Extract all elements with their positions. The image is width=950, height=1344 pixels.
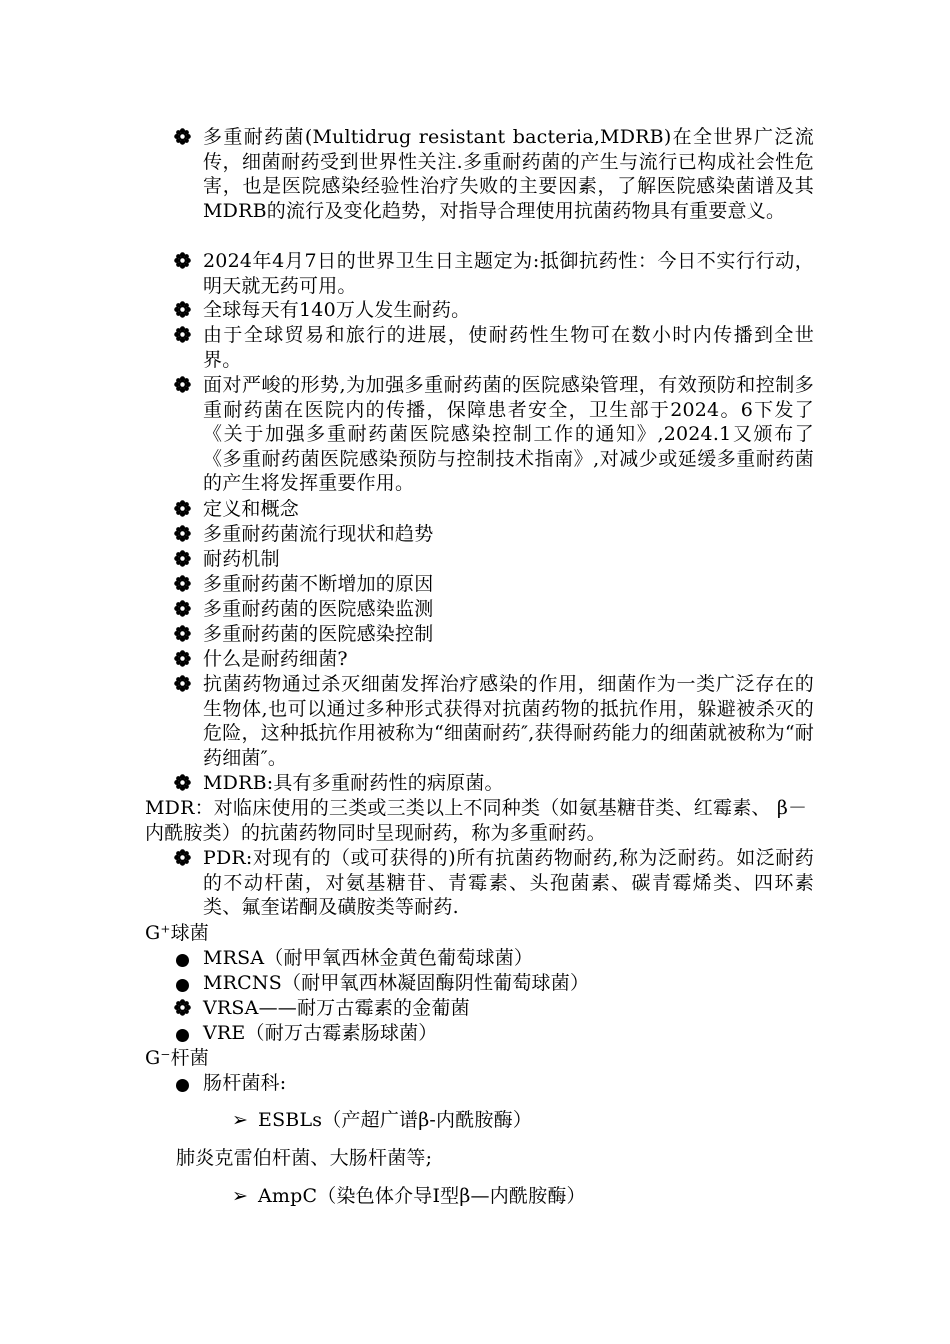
bullet-item: [174, 323, 814, 372]
bullet-item: [174, 1021, 814, 1046]
bullet-text: 多重耐药菌流行现状和趋势: [203, 523, 434, 545]
bullet-text: 抗菌药物通过杀灭细菌发挥治疗感染的作用，细菌作为一类广泛存在的生物体,也可以通过多种形式获得对抗菌药物的抵抗作用，躲避被杀灭的危险，这种抵抗作用被称为“细菌耐药″,获得耐药能力的细菌就被称为“耐药细菌″。: [203, 673, 814, 769]
bullet-text: MDRB:具有多重耐药性的病原菌。: [203, 772, 504, 794]
bullet-item: [174, 1071, 814, 1096]
bullet-item: [174, 672, 814, 770]
sub-bullet-item: [232, 1184, 586, 1209]
bullet-text: PDR:对现有的（或可获得的)所有抗菌药物耐药,称为泛耐药。如泛耐药的不动杆菌，对氨基糖苷、青霉素、头孢菌素、碳青霉烯类、四环素类、氟奎诺酮及磺胺类等耐药.: [203, 847, 814, 919]
bullet-item: [174, 249, 814, 298]
bullet-item: [174, 522, 814, 547]
flower-bullet-icon: [174, 252, 191, 269]
sub-bullet-item: [232, 1108, 532, 1133]
flower-bullet-icon: [174, 600, 191, 617]
bullet-text: 什么是耐药细菌?: [203, 648, 348, 670]
bullet-text: VRSA——耐万古霉素的金葡菌: [203, 997, 470, 1019]
bullet-item: [174, 597, 814, 622]
bullet-text: 耐药机制: [203, 548, 280, 570]
flower-bullet-icon: [174, 326, 191, 343]
flower-bullet-icon: [174, 550, 191, 567]
flower-bullet-icon: [174, 128, 191, 145]
bullet-text: 肠杆菌科:: [203, 1072, 287, 1094]
arrow-bullet-icon: ➢: [232, 1185, 249, 1207]
dot-bullet-icon: [174, 949, 191, 966]
bullet-item: [174, 298, 814, 323]
bullet-text: VRE（耐万古霉素肠球菌）: [203, 1022, 438, 1044]
bullet-item: [174, 373, 814, 496]
flower-bullet-icon: [174, 376, 191, 393]
section-heading: G⁻杆菌: [145, 1047, 210, 1069]
bullet-text: 多重耐药菌(Multidrug resistant bacteria,MDRB)在全世界广泛流传，细菌耐药受到世界性关注.多重耐药菌的产生与流行已构成社会性危害，也是医院感染经验性治疗失败的主要因素，了解医院感染菌谱及其MDRB的流行及变化趋势，对指导合理使用抗菌药物具有重要意义。: [203, 126, 814, 222]
flower-bullet-icon: [174, 650, 191, 667]
dot-bullet-icon: [174, 1024, 191, 1041]
bullet-item: [174, 846, 814, 920]
bullet-item: [174, 771, 814, 796]
flower-bullet-icon: [174, 525, 191, 542]
flower-bullet-icon: [174, 999, 191, 1016]
dot-bullet-icon: [174, 974, 191, 991]
bullet-item: [174, 946, 814, 971]
bullet-item: [174, 572, 814, 597]
bullet-item: [174, 622, 814, 647]
bullet-text: 多重耐药菌不断增加的原因: [203, 573, 434, 595]
flower-bullet-icon: [174, 675, 191, 692]
bullet-text: 全球每天有140万人发生耐药。: [203, 299, 471, 321]
bullet-item: [174, 971, 814, 996]
body-text: 肺炎克雷伯杆菌、大肠杆菌等;: [176, 1147, 433, 1169]
flower-bullet-icon: [174, 500, 191, 517]
bullet-text: 面对严峻的形势,为加强多重耐药菌的医院感染管理，有效预防和控制多重耐药菌在医院内的传播，保障患者安全，卫生部于2024。6下发了《关于加强多重耐药菌医院感染控制工作的通知》,2024.1又颁布了《多重耐药菌医院感染预防与控制技术指南》,对减少或延缓多重耐药菌的产生将发挥重要作用。: [203, 374, 814, 495]
arrow-bullet-icon: ➢: [232, 1109, 249, 1131]
bullet-item: [174, 996, 814, 1021]
bullet-text: 多重耐药菌的医院感染控制: [203, 623, 434, 645]
dot-bullet-icon: [174, 1074, 191, 1091]
flower-bullet-icon: [174, 301, 191, 318]
sub-bullet-text: AmpC（染色体介导Ⅰ型β—内酰胺酶）: [258, 1185, 586, 1207]
bullet-item: [174, 497, 814, 522]
bullet-text: 多重耐药菌的医院感染监测: [203, 598, 434, 620]
bullet-item: [174, 125, 814, 223]
flower-bullet-icon: [174, 625, 191, 642]
bullet-text: 2024年4月7日的世界卫生日主题定为:抵御抗药性：今日不实行行动，明天就无药可用。: [203, 250, 814, 297]
bullet-text: MRCNS（耐甲氧西林凝固酶阴性葡萄球菌）: [203, 972, 590, 994]
flower-bullet-icon: [174, 849, 191, 866]
bullet-item: [174, 647, 814, 672]
bullet-text: 定义和概念: [203, 498, 300, 520]
flower-bullet-icon: [174, 774, 191, 791]
sub-bullet-text: ESBLs（产超广谱β-内酰胺酶）: [258, 1109, 533, 1131]
bullet-text: 由于全球贸易和旅行的进展，使耐药性生物可在数小时内传播到全世界。: [203, 324, 814, 371]
flower-bullet-icon: [174, 575, 191, 592]
mdr-definition: MDR：对临床使用的三类或三类以上不同种类（如氨基糖苷类、红霉素、 β－内酰胺类）的抗菌药物同时呈现耐药，称为多重耐药。: [145, 797, 808, 844]
bullet-text: MRSA（耐甲氧西林金黄色葡萄球菌）: [203, 947, 534, 969]
section-heading: G⁺球菌: [145, 922, 210, 944]
bullet-item: [174, 547, 814, 572]
